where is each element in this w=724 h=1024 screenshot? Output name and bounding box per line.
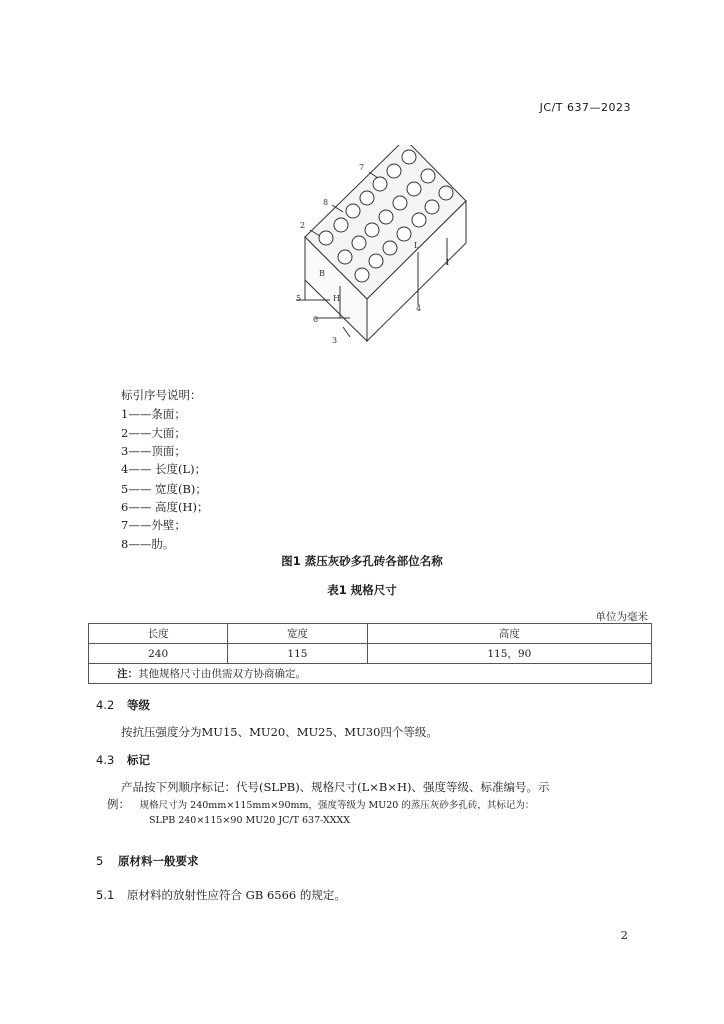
label-7: 7 <box>359 163 365 172</box>
section-number: 4.3 <box>96 753 115 767</box>
label-6: 6 <box>313 315 319 324</box>
label-8: 8 <box>323 198 329 207</box>
label-3: 3 <box>332 336 338 345</box>
spec-table <box>88 623 652 684</box>
legend-item: 5—— 宽度(B)； <box>121 482 207 496</box>
label-1: 1 <box>445 258 451 267</box>
brick-diagram <box>290 145 470 350</box>
section-number: 5.1 <box>96 888 115 902</box>
example-mark: SLPB 240×115×90 MU20 JC/T 637-XXXX <box>149 815 351 826</box>
standard-code-header: JC/T 637—2023 <box>539 101 631 114</box>
section-title: 等级 <box>127 698 150 712</box>
legend-item: 6—— 高度(H)； <box>121 500 209 514</box>
label-5: 5 <box>296 294 302 303</box>
section-title: 原材料一般要求 <box>118 854 199 868</box>
section-4-2-heading <box>96 697 150 713</box>
table-unit: 单位为毫米 <box>595 611 648 623</box>
legend-title: 标引序号说明： <box>121 388 202 402</box>
example-line <box>107 796 534 812</box>
legend-item: 4—— 长度(L)； <box>121 462 207 476</box>
section-title: 标记 <box>127 753 150 767</box>
section-4-3-text: 产品按下列顺序标记：代号(SLPB)、规格尺寸(L×B×H)、强度等级、标准编号。示 <box>121 780 550 794</box>
cell-length: 240 <box>89 644 228 664</box>
legend-item: 1——条面； <box>121 407 186 421</box>
legend-item: 8——肋。 <box>121 537 175 551</box>
label-4: 4 <box>416 304 422 313</box>
section-4-3-heading <box>96 752 150 768</box>
legend-item: 3——顶面； <box>121 444 186 458</box>
cell-height: 115，90 <box>367 644 651 664</box>
section-5-1 <box>96 887 346 903</box>
legend-item: 2——大面； <box>121 426 186 440</box>
section-4-2-text: 按抗压强度分为MU15、MU20、MU25、MU30四个等级。 <box>121 725 438 739</box>
note-label: 注： <box>117 668 138 680</box>
header-height: 高度 <box>367 624 651 644</box>
page-number: 2 <box>620 928 628 942</box>
section-number: 4.2 <box>96 698 115 712</box>
label-B: B <box>319 269 325 278</box>
header-width: 宽度 <box>228 624 367 644</box>
cell-width: 115 <box>228 644 367 664</box>
header-length: 长度 <box>89 624 228 644</box>
section-number: 5 <box>96 854 104 868</box>
label-H: H <box>333 294 340 303</box>
note-text: 其他规格尺寸由供需双方协商确定。 <box>138 668 306 680</box>
section-text: 原材料的放射性应符合 GB 6566 的规定。 <box>127 888 346 902</box>
figure-caption: 图1 蒸压灰砂多孔砖各部位名称 <box>281 554 443 568</box>
label-2: 2 <box>300 221 306 230</box>
label-L: L <box>414 241 420 250</box>
legend-item: 7——外壁； <box>121 518 186 532</box>
example-label: 例： <box>107 797 130 811</box>
table-caption: 表1 规格尺寸 <box>327 583 397 597</box>
section-5-heading <box>96 853 199 869</box>
table-note <box>89 664 652 684</box>
example-text: 规格尺寸为 240mm×115mm×90mm，强度等级为 MU20 的蒸压灰砂多孔砖，其标记为： <box>139 800 535 811</box>
